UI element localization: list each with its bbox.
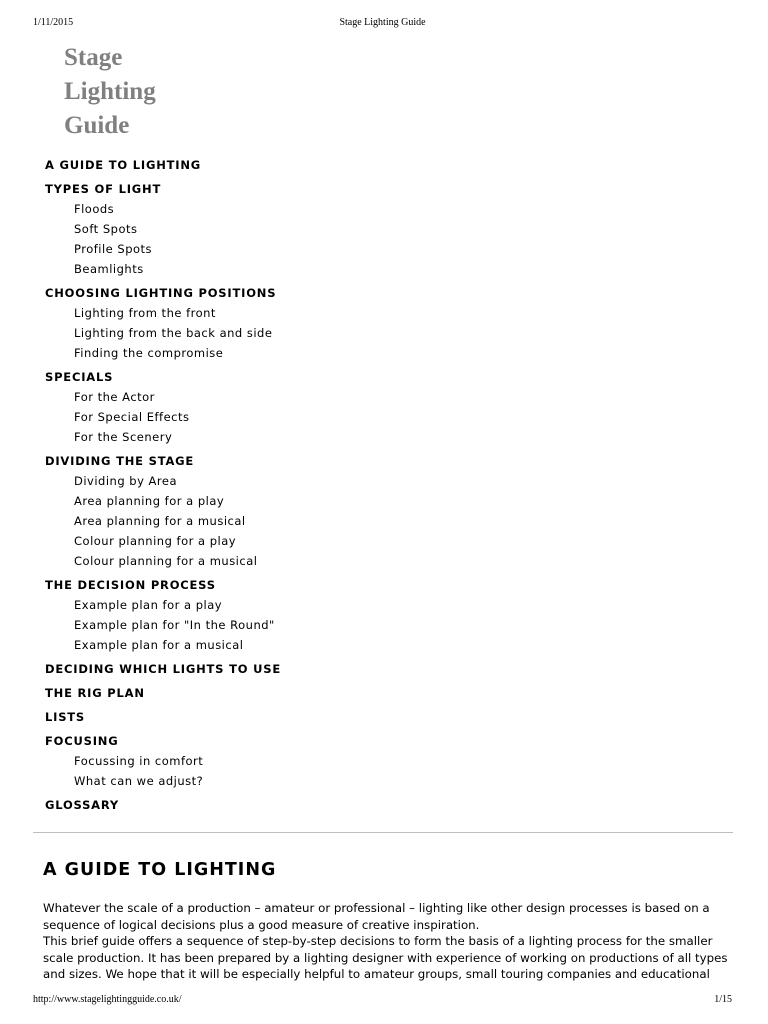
toc-section [45,283,281,363]
toc-section-link[interactable]: CHOOSING LIGHTING POSITIONS [45,286,277,300]
site-title [64,41,156,143]
toc-subsection-link[interactable]: Lighting from the front [74,306,216,320]
print-header [33,17,732,31]
toc-subsection-link[interactable]: Beamlights [74,262,144,276]
site-title-line: Stage [64,44,123,71]
toc-section-link[interactable]: GLOSSARY [45,798,120,812]
toc-section [45,451,281,571]
toc-subsection-link[interactable]: Lighting from the back and side [74,326,273,340]
toc-subsection-link[interactable]: For the Scenery [74,430,173,444]
toc-section [45,707,281,727]
toc-section [45,575,281,655]
toc-section-link[interactable]: FOCUSING [45,734,119,748]
table-of-contents [45,155,281,819]
toc-section [45,731,281,791]
toc-subsection-link[interactable]: Focussing in comfort [74,754,204,768]
toc-subsection-link[interactable]: Floods [74,202,115,216]
toc-section [45,659,281,679]
site-title-line: Guide [64,112,130,139]
toc-section [45,155,281,175]
print-page-title: Stage Lighting Guide [339,17,426,28]
toc-subsection-link[interactable]: Profile Spots [74,242,153,256]
toc-section-link[interactable]: SPECIALS [45,370,114,384]
toc-subsection-link[interactable]: For Special Effects [74,410,190,424]
print-url: http://www.stagelightingguide.co.uk/ [33,994,182,1005]
toc-subsection-link[interactable]: Finding the compromise [74,346,224,360]
toc-subsection-link[interactable]: Colour planning for a musical [74,554,258,568]
toc-subsection-link[interactable]: Example plan for a play [74,598,223,612]
toc-subsection-list [45,387,281,447]
toc-subsection-link[interactable]: Example plan for a musical [74,638,244,652]
toc-section-link[interactable]: TYPES OF LIGHT [45,182,162,196]
toc-section [45,179,281,279]
toc-subsection-link[interactable]: What can we adjust? [74,774,204,788]
toc-subsection-link[interactable]: Colour planning for a play [74,534,237,548]
toc-section-link[interactable]: THE DECISION PROCESS [45,578,216,592]
intro-text [43,900,733,988]
toc-subsection-list [45,471,281,571]
toc-section-link[interactable]: LISTS [45,710,86,724]
toc-list [45,155,281,815]
toc-section [45,683,281,703]
toc-section-link[interactable]: DECIDING WHICH LIGHTS TO USE [45,662,281,676]
toc-section-link[interactable]: DIVIDING THE STAGE [45,454,195,468]
toc-subsection-link[interactable]: Example plan for "In the Round" [74,618,275,632]
toc-subsection-list [45,303,281,363]
toc-subsection-list [45,751,281,791]
section-heading: A GUIDE TO LIGHTING [43,860,277,880]
intro-paragraph: This brief guide offers a sequence of step-by-step decisions to form the basis of a lighting process for the smaller scale production. It has been prepared by a lighting designer with experience of working on productions of all types and sizes. We hope that it will be especially helpful to amateur groups, small touring companies and educational [43,934,728,982]
toc-section-link[interactable]: THE RIG PLAN [45,686,145,700]
toc-section-link[interactable]: A GUIDE TO LIGHTING [45,158,202,172]
toc-section [45,795,281,815]
section-divider [33,832,733,833]
toc-subsection-link[interactable]: Area planning for a musical [74,514,246,528]
toc-subsection-list [45,199,281,279]
toc-subsection-link[interactable]: Area planning for a play [74,494,225,508]
page-number: 1/15 [714,994,732,1005]
intro-paragraph: Whatever the scale of a production – amateur or professional – lighting like other design processes is based on a sequence of logical decisions plus a good measure of creative inspiration. [43,901,710,932]
toc-subsection-link[interactable]: Soft Spots [74,222,138,236]
print-date: 1/11/2015 [33,17,74,28]
toc-subsection-link[interactable]: Dividing by Area [74,474,178,488]
toc-section [45,367,281,447]
toc-subsection-link[interactable]: For the Actor [74,390,155,404]
toc-subsection-list [45,595,281,655]
site-title-line: Lighting [64,78,156,105]
print-footer [33,994,732,1008]
